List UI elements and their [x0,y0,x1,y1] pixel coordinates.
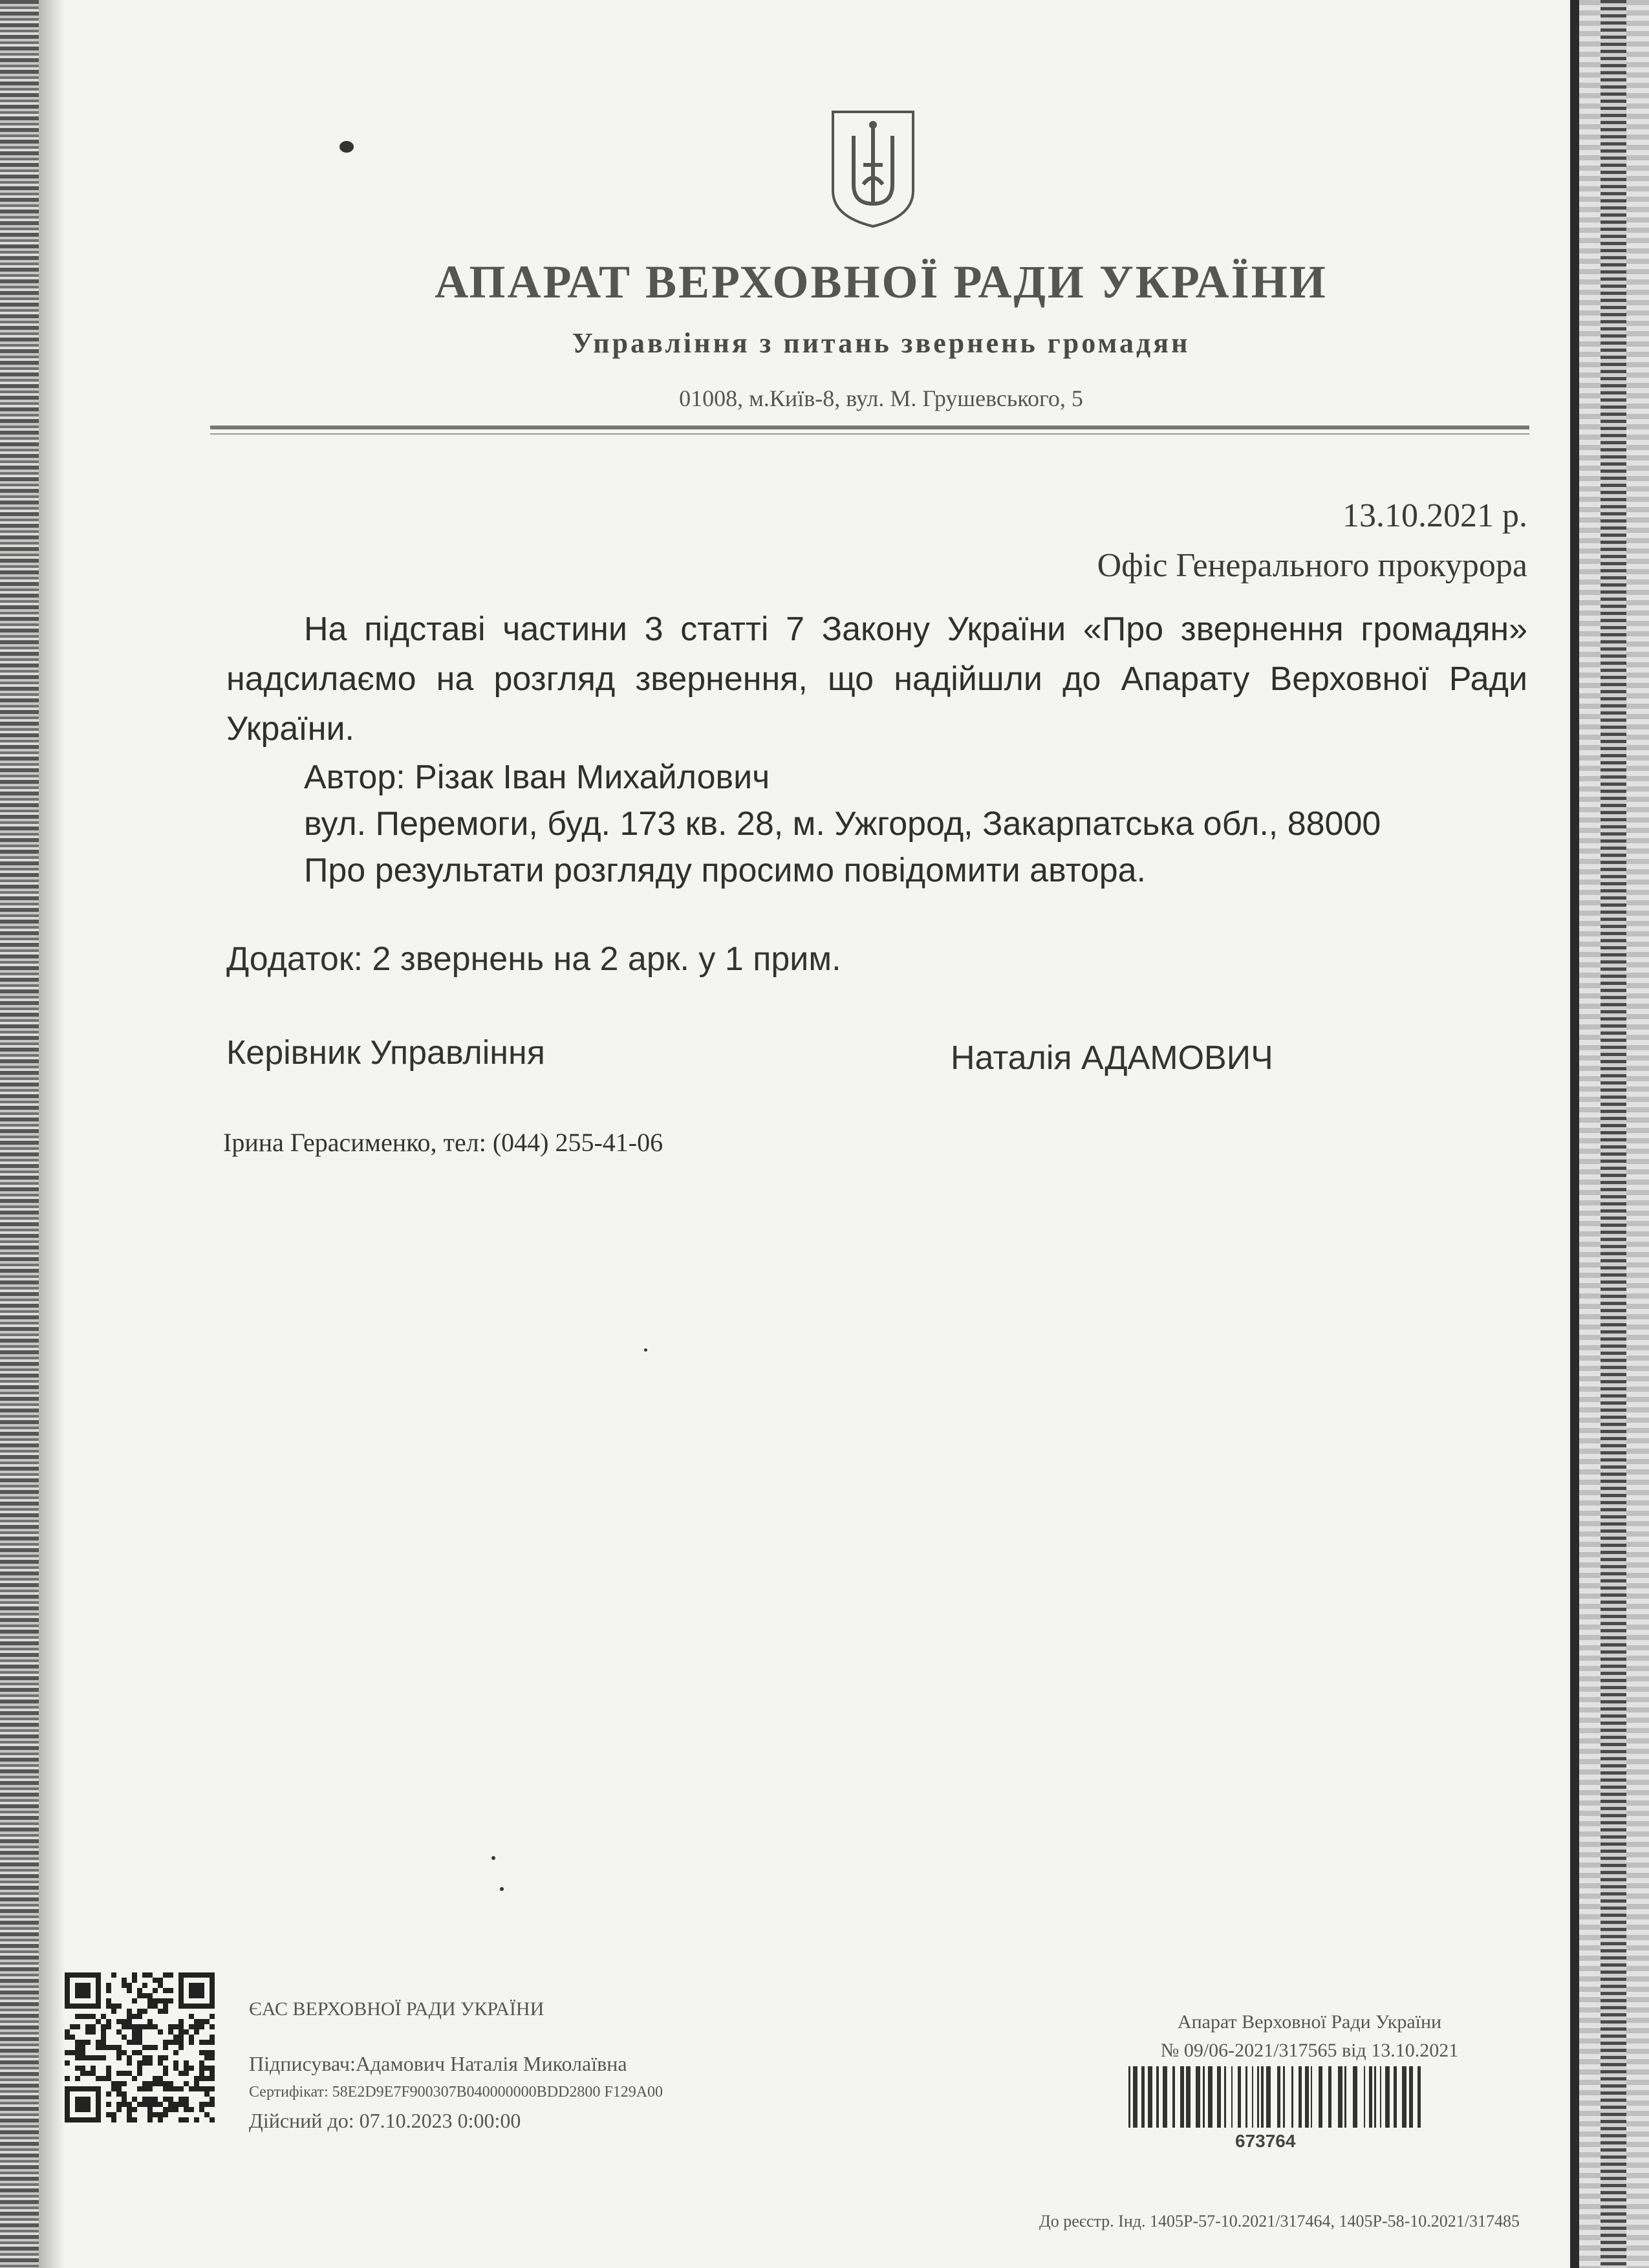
e-signature-block [249,1995,663,2135]
registration-number: № 09/06-2021/317565 від 13.10.2021 [1160,2040,1459,2061]
eds-signer: Підписувач:Адамович Наталія Миколаївна [249,2052,627,2075]
eds-certificate: Сертифікат: 58E2D9E7F900307B040000000BDD2800 F129A00 [249,2084,663,2101]
qr-code-icon [65,1972,215,2122]
scan-speck [644,1348,647,1352]
organization-address: 01008, м.Київ-8, вул. М. Грушевського, 5 [679,385,1083,411]
scan-speck [500,1887,504,1891]
author-name: Автор: Різак Іван Михайлович [304,759,770,796]
registration-stamp [1099,2008,1520,2065]
attachment-note: Додаток: 2 звернень на 2 арк. у 1 прим. [226,940,841,978]
organization-title: АПАРАТ ВЕРХОВНОЇ РАДИ УКРАЇНИ [435,256,1328,308]
signatory-position: Керівник Управління [226,1034,545,1072]
scan-speck [339,141,354,153]
request-line: Про результати розгляду просимо повідомити автора. [304,852,1147,889]
department-name: Управління з питань звернень громадян [572,327,1191,359]
header-rule [210,426,1529,429]
registration-org: Апарат Верховної Ради України [1177,2011,1442,2033]
main-paragraph: На підставі частини 3 статті 7 Закону України «Про звернення громадян» надсилаємо на розгляд звернення, що надійшли до Апарату Верховної Ради України. [226,610,1527,748]
letter-recipient: Офіс Генерального прокурора [1097,547,1527,584]
scan-speck [491,1856,495,1860]
eds-system-name: ЄАС ВЕРХОВНОЇ РАДИ УКРАЇНИ [249,1998,544,2020]
barcode-icon [1128,2066,1426,2128]
author-address: вул. Перемоги, буд. 173 кв. 28, м. Ужгород, Закарпатська обл., 88000 [304,805,1381,843]
letter-body [226,605,1527,894]
letter-date: 13.10.2021 р. [1342,497,1527,534]
barcode-number: 673764 [1235,2131,1296,2151]
header-rule-thin [210,433,1529,435]
eds-valid-until: Дійсний до: 07.10.2023 0:00:00 [249,2109,521,2132]
trident-emblem-icon [828,107,918,230]
signatory-name: Наталія АДАМОВИЧ [951,1039,1273,1077]
prior-registration: До реєстр. Інд. 1405Р-57-10.2021/317464, 1405Р-58-10.2021/317485 [1039,2212,1520,2230]
executor-contact: Ірина Герасименко, тел: (044) 255-41-06 [223,1128,663,1157]
